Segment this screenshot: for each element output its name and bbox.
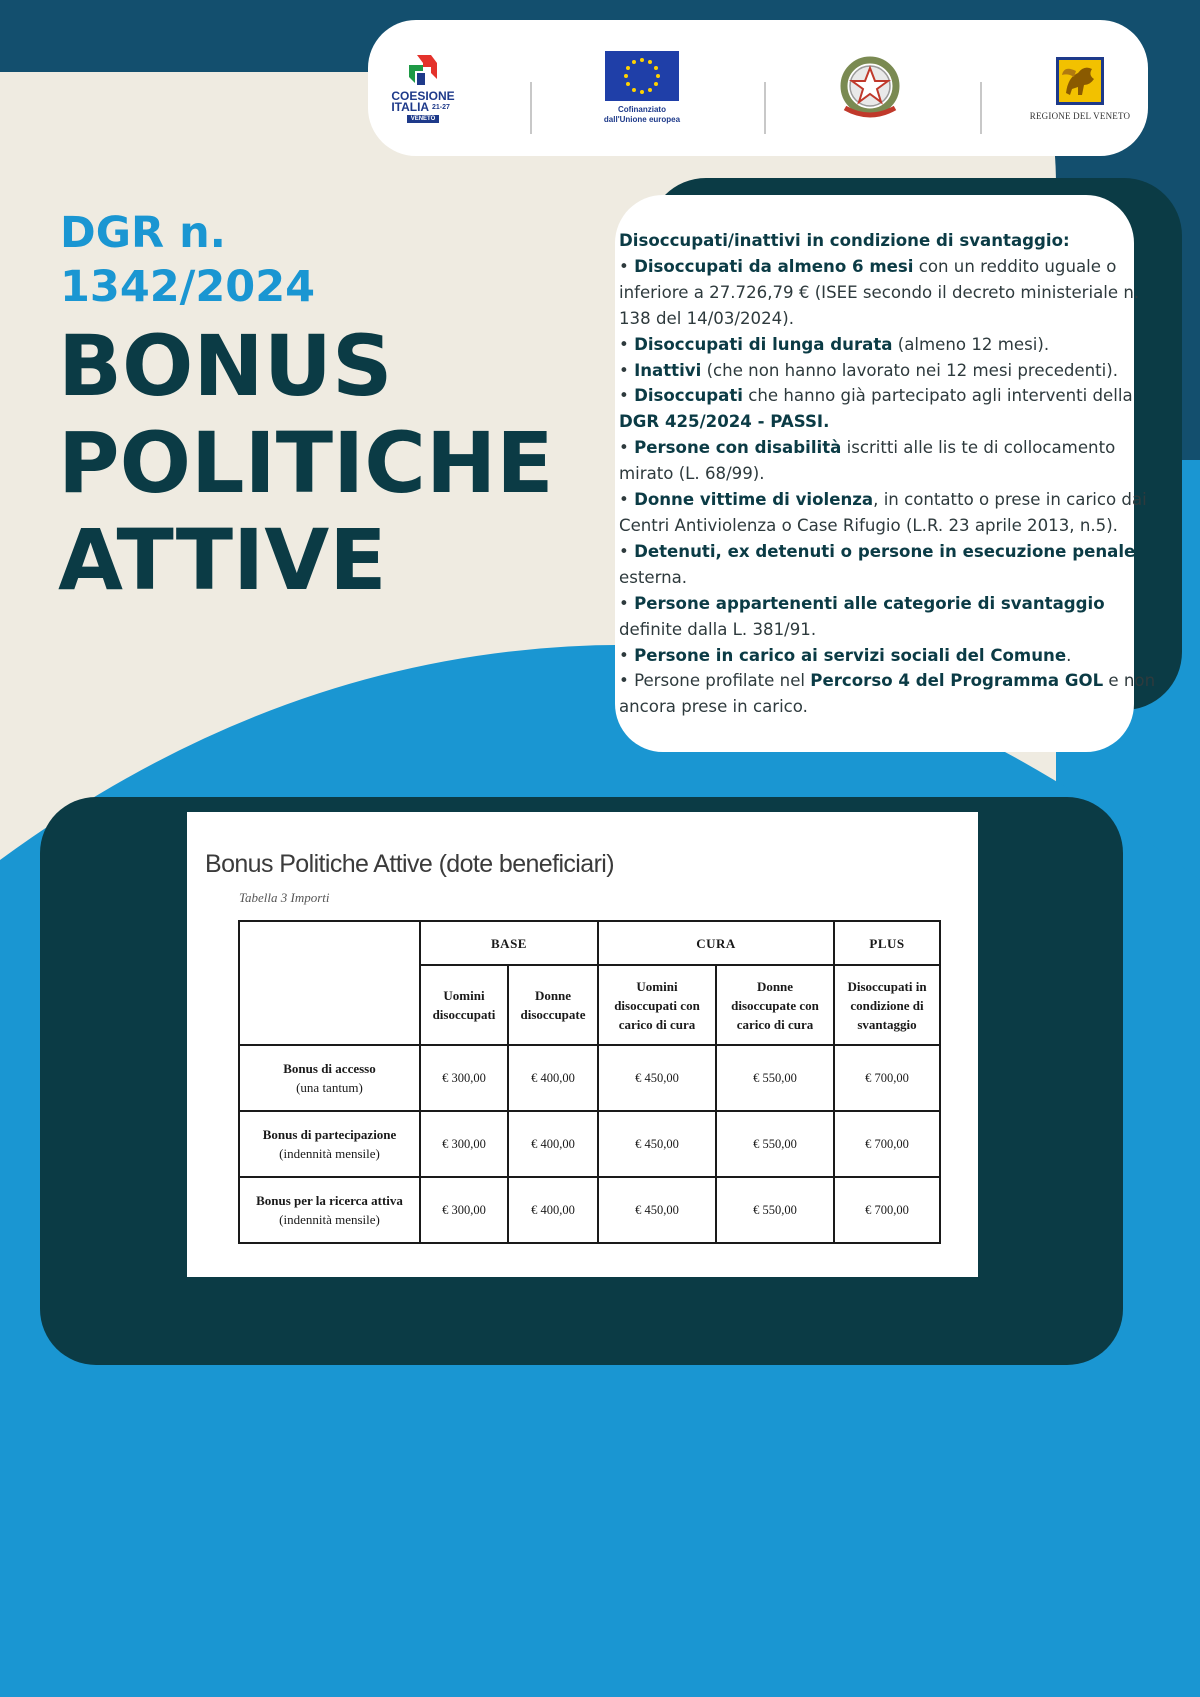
logo-divider (980, 82, 982, 134)
column-header: Donne disoccupate con carico di cura (716, 965, 834, 1045)
amount-cell: € 450,00 (598, 1111, 716, 1177)
dgr-line-2: 1342/2024 (60, 262, 316, 312)
amount-cell: € 400,00 (508, 1177, 598, 1243)
dgr-reference (60, 206, 315, 314)
amount-cell: € 700,00 (834, 1111, 940, 1177)
column-header: Uomini disoccupati (420, 965, 508, 1045)
amount-cell: € 550,00 (716, 1111, 834, 1177)
logo-bar (368, 20, 1148, 156)
group-header-base: BASE (420, 921, 598, 965)
amount-cell: € 400,00 (508, 1045, 598, 1111)
eu-logo (596, 20, 688, 156)
logo-divider (764, 82, 766, 134)
amount-cell: € 550,00 (716, 1177, 834, 1243)
eu-flag-icon (605, 51, 679, 101)
lion-of-saint-mark-icon (1054, 55, 1106, 107)
amount-cell: € 450,00 (598, 1045, 716, 1111)
column-header: Disoccupati in condizione di svantaggio (834, 965, 940, 1045)
eligibility-item: • Donne vittime di violenza, in contatto o prese in carico dai Centri Antiviolenza o Case Rifugio (L.R. 23 aprile 2013, n.5). (619, 490, 1147, 535)
row-label: Bonus di partecipazione (indennità mensile) (239, 1111, 420, 1177)
coesione-italia-logo (388, 20, 458, 156)
coesione-region: VENETO (407, 115, 440, 123)
eligibility-heading: Disoccupati/inattivi in condizione di svantaggio: (619, 231, 1070, 250)
group-header-cura: CURA (598, 921, 834, 965)
amount-cell: € 300,00 (420, 1045, 508, 1111)
eligibility-item: • Persone appartenenti alle categorie di svantaggio definite dalla L. 381/91. (619, 593, 1105, 639)
eligibility-item: • Disoccupati da almeno 6 mesi con un reddito uguale o inferiore a 27.726,79 € (ISEE secondo il decreto ministeriale n. 138 del 14/03/2024). (619, 256, 1140, 328)
eligibility-item: • Persone profilate nel Percorso 4 del Programma GOL e non ancora prese in carico. (619, 671, 1156, 717)
amounts-table (238, 920, 941, 1244)
logo-divider (530, 82, 532, 134)
amount-cell: € 450,00 (598, 1177, 716, 1243)
title-line-3: ATTIVE (58, 511, 387, 609)
amount-cell: € 300,00 (420, 1177, 508, 1243)
table-row (239, 1111, 940, 1177)
title-line-1: BONUS (58, 317, 393, 415)
eligibility-item: • Inattivi (che non hanno lavorato nei 12 mesi precedenti). (619, 360, 1119, 380)
column-header: Uomini disoccupati con carico di cura (598, 965, 716, 1045)
veneto-caption: REGIONE DEL VENETO (1029, 111, 1131, 121)
table-corner-cell (239, 921, 420, 1045)
group-header-plus: PLUS (834, 921, 940, 965)
eu-caption: Cofinanziato dall'Unione europea (603, 105, 681, 124)
table-row (239, 1177, 940, 1243)
table-caption: Tabella 3 Importi (239, 890, 330, 905)
amount-cell: € 700,00 (834, 1177, 940, 1243)
column-header: Donne disoccupate (508, 965, 598, 1045)
row-label: Bonus di accesso (una tantum) (239, 1045, 420, 1111)
regione-veneto-logo (1028, 20, 1132, 156)
main-title (58, 318, 554, 609)
amounts-table-card (187, 812, 978, 1277)
amount-cell: € 300,00 (420, 1111, 508, 1177)
dgr-line-1: DGR n. (60, 208, 227, 258)
row-label: Bonus per la ricerca attiva (indennità mensile) (239, 1177, 420, 1243)
eligibility-item: • Disoccupati che hanno già partecipato agli interventi della DGR 425/2024 - PASSI. (619, 386, 1133, 432)
eligibility-item: • Persone in carico ai servizi sociali del Comune. (619, 645, 1072, 665)
coesione-wordmark: COESIONE ITALIA $^{21-27}$ (391, 89, 455, 114)
coesione-cube-icon (403, 53, 443, 89)
repubblica-italiana-logo (830, 20, 910, 156)
title-line-2: POLITICHE (58, 414, 554, 512)
eligibility-item: • Persone con disabilità iscritti alle lis te di collocamento mirato (L. 68/99). (619, 438, 1116, 484)
table-row (239, 1045, 940, 1111)
table-title: Bonus Politiche Attive (dote beneficiari) (205, 850, 614, 878)
eligibility-list (619, 228, 1156, 720)
amount-cell: € 550,00 (716, 1045, 834, 1111)
amount-cell: € 700,00 (834, 1045, 940, 1111)
amount-cell: € 400,00 (508, 1111, 598, 1177)
italian-republic-emblem-icon (835, 52, 905, 124)
eligibility-item: • Disoccupati di lunga durata (almeno 12 mesi). (619, 334, 1050, 354)
eligibility-item: • Detenuti, ex detenuti o persone in esecuzione penale esterna. (619, 541, 1136, 587)
